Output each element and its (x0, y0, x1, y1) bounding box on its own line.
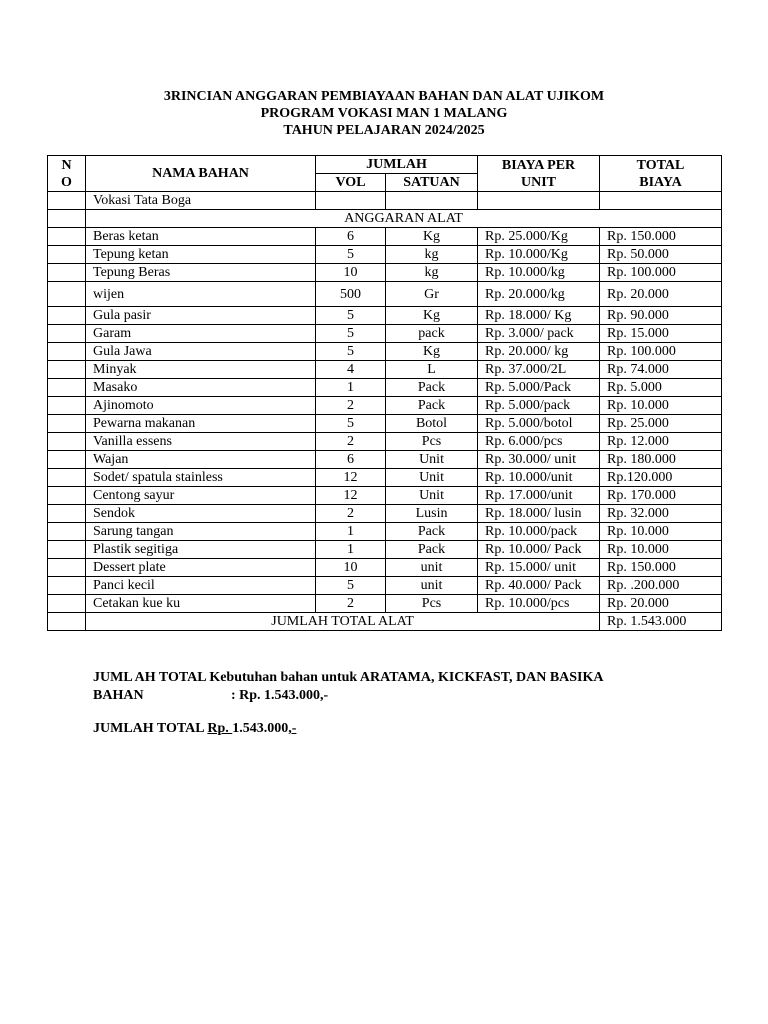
item-satuan: pack (386, 325, 478, 343)
item-total: Rp. 10.000 (600, 397, 722, 415)
row-no-cell (48, 505, 86, 523)
header-no-line-1: N (61, 157, 72, 173)
row-no-cell (48, 282, 86, 307)
item-total: Rp. .200.000 (600, 577, 722, 595)
item-name: Pewarna makanan (86, 415, 316, 433)
item-name: Tepung Beras (86, 264, 316, 282)
table-row (48, 469, 722, 487)
summary-bahan-value: : Rp. 1.543.000,- (231, 688, 329, 703)
item-satuan: unit (386, 577, 478, 595)
header-jumlah: JUMLAH (316, 156, 478, 174)
budget-table (47, 155, 722, 631)
item-satuan: kg (386, 264, 478, 282)
item-biaya-unit: Rp. 18.000/ Kg (478, 307, 600, 325)
item-vol: 5 (316, 246, 386, 264)
table-row (48, 282, 722, 307)
table-row (48, 264, 722, 282)
item-total: Rp.120.000 (600, 469, 722, 487)
item-name: Vanilla essens (86, 433, 316, 451)
table-row (48, 379, 722, 397)
item-satuan: Kg (386, 228, 478, 246)
row-no-cell (48, 307, 86, 325)
row-no-cell (48, 415, 86, 433)
item-biaya-unit: Rp. 5.000/Pack (478, 379, 600, 397)
header-vol: VOL (316, 174, 386, 192)
item-biaya-unit: Rp. 17.000/unit (478, 487, 600, 505)
summary-total-label: JUMLAH TOTAL (93, 721, 208, 736)
item-total: Rp. 100.000 (600, 343, 722, 361)
item-satuan: Kg (386, 307, 478, 325)
item-satuan: Pack (386, 397, 478, 415)
total-row (48, 613, 722, 631)
item-name: Sodet/ spatula stainless (86, 469, 316, 487)
item-vol: 5 (316, 415, 386, 433)
item-name: wijen (86, 282, 316, 307)
item-satuan: Unit (386, 469, 478, 487)
item-biaya-unit: Rp. 10.000/unit (478, 469, 600, 487)
row-no-cell (48, 523, 86, 541)
summary-kebutuhan: Kebutuhan bahan untuk ARATAMA, KICKFAST, DAN BASIKA (209, 670, 604, 685)
item-satuan: Botol (386, 415, 478, 433)
row-no-cell (48, 541, 86, 559)
subsection-label: ANGGARAN ALAT (86, 210, 722, 228)
title-line-1: 3RINCIAN ANGGARAN PEMBIAYAAN BAHAN DAN ALAT UJIKOM (163, 89, 605, 104)
table-row (48, 361, 722, 379)
item-total: Rp. 180.000 (600, 451, 722, 469)
item-satuan: kg (386, 246, 478, 264)
item-vol: 5 (316, 343, 386, 361)
table-row (48, 523, 722, 541)
table-row (48, 246, 722, 264)
item-biaya-unit: Rp. 15.000/ unit (478, 559, 600, 577)
item-biaya-unit: Rp. 5.000/pack (478, 397, 600, 415)
item-vol: 2 (316, 595, 386, 613)
header-total-biaya (600, 156, 722, 192)
item-satuan: Pcs (386, 433, 478, 451)
item-total: Rp. 74.000 (600, 361, 722, 379)
item-vol: 5 (316, 325, 386, 343)
item-biaya-unit: Rp. 30.000/ unit (478, 451, 600, 469)
table-row (48, 451, 722, 469)
item-total: Rp. 25.000 (600, 415, 722, 433)
item-biaya-unit: Rp. 37.000/2L (478, 361, 600, 379)
table-row (48, 397, 722, 415)
row-no-cell (48, 433, 86, 451)
row-no-cell (48, 451, 86, 469)
summary-total-suffix: ,- (288, 721, 297, 736)
item-name: Minyak (86, 361, 316, 379)
row-no-cell (48, 559, 86, 577)
item-name: Cetakan kue ku (86, 595, 316, 613)
item-satuan: Pack (386, 379, 478, 397)
row-no-cell (48, 361, 86, 379)
item-total: Rp. 10.000 (600, 541, 722, 559)
item-vol: 10 (316, 264, 386, 282)
item-name: Plastik segitiga (86, 541, 316, 559)
item-total: Rp. 50.000 (600, 246, 722, 264)
table-row (48, 343, 722, 361)
table-row (48, 415, 722, 433)
table-row (48, 433, 722, 451)
header-total-line-2: BIAYA (639, 174, 682, 190)
subsection-row (48, 210, 722, 228)
item-biaya-unit: Rp. 10.000/ Pack (478, 541, 600, 559)
summary-line-2 (93, 687, 328, 705)
item-satuan: Lusin (386, 505, 478, 523)
table-row (48, 505, 722, 523)
item-total: Rp. 20.000 (600, 282, 722, 307)
item-total: Rp. 12.000 (600, 433, 722, 451)
table-row (48, 228, 722, 246)
item-biaya-unit: Rp. 40.000/ Pack (478, 577, 600, 595)
title-line-3: TAHUN PELAJARAN 2024/2025 (283, 123, 485, 138)
item-name: Gula pasir (86, 307, 316, 325)
header-biaya-line-2: UNIT (521, 174, 557, 190)
item-vol: 12 (316, 487, 386, 505)
row-no-cell (48, 228, 86, 246)
item-total: Rp. 170.000 (600, 487, 722, 505)
row-no-cell (48, 397, 86, 415)
item-biaya-unit: Rp. 10.000/Kg (478, 246, 600, 264)
title-line-2: PROGRAM VOKASI MAN 1 MALANG (260, 106, 508, 121)
item-vol: 10 (316, 559, 386, 577)
item-satuan: unit (386, 559, 478, 577)
item-total: Rp. 15.000 (600, 325, 722, 343)
item-vol: 500 (316, 282, 386, 307)
item-vol: 5 (316, 577, 386, 595)
header-no (48, 156, 86, 192)
table-row (48, 559, 722, 577)
item-biaya-unit: Rp. 10.000/kg (478, 264, 600, 282)
table-row (48, 325, 722, 343)
item-name: Tepung ketan (86, 246, 316, 264)
summary-line-1 (93, 669, 604, 687)
row-no-cell (48, 487, 86, 505)
total-value: Rp. 1.543.000 (600, 613, 722, 631)
item-vol: 1 (316, 523, 386, 541)
item-vol: 4 (316, 361, 386, 379)
item-total: Rp. 100.000 (600, 264, 722, 282)
header-no-line-2: O (61, 174, 72, 190)
table-row (48, 307, 722, 325)
item-total: Rp. 90.000 (600, 307, 722, 325)
item-name: Centong sayur (86, 487, 316, 505)
header-total-line-1: TOTAL (636, 157, 685, 173)
item-satuan: Pcs (386, 595, 478, 613)
section-row (48, 192, 722, 210)
item-vol: 5 (316, 307, 386, 325)
summary-total-rp: Rp. (207, 721, 233, 736)
item-satuan: Gr (386, 282, 478, 307)
row-no-cell (48, 595, 86, 613)
header-biaya-line-1: BIAYA PER (501, 157, 576, 173)
item-satuan: Unit (386, 487, 478, 505)
table-row (48, 577, 722, 595)
row-no-cell (48, 325, 86, 343)
item-vol: 6 (316, 451, 386, 469)
section-label: Vokasi Tata Boga (86, 192, 316, 210)
item-vol: 2 (316, 505, 386, 523)
row-no-cell (48, 469, 86, 487)
document-title (0, 88, 768, 139)
item-biaya-unit: Rp. 25.000/Kg (478, 228, 600, 246)
row-no-cell (48, 246, 86, 264)
item-name: Sarung tangan (86, 523, 316, 541)
item-total: Rp. 150.000 (600, 228, 722, 246)
item-satuan: Pack (386, 541, 478, 559)
summary-total-amount: 1.543.000 (232, 721, 289, 736)
item-total: Rp. 150.000 (600, 559, 722, 577)
item-biaya-unit: Rp. 10.000/pack (478, 523, 600, 541)
item-name: Sendok (86, 505, 316, 523)
item-biaya-unit: Rp. 20.000/ kg (478, 343, 600, 361)
table-row (48, 487, 722, 505)
item-vol: 1 (316, 541, 386, 559)
item-name: Garam (86, 325, 316, 343)
item-vol: 1 (316, 379, 386, 397)
header-satuan: SATUAN (386, 174, 478, 192)
header-biaya-per-unit (478, 156, 600, 192)
table-row (48, 595, 722, 613)
item-biaya-unit: Rp. 18.000/ lusin (478, 505, 600, 523)
item-biaya-unit: Rp. 5.000/botol (478, 415, 600, 433)
item-biaya-unit: Rp. 6.000/pcs (478, 433, 600, 451)
item-satuan: Pack (386, 523, 478, 541)
item-total: Rp. 20.000 (600, 595, 722, 613)
item-name: Masako (86, 379, 316, 397)
row-no-cell (48, 577, 86, 595)
item-name: Dessert plate (86, 559, 316, 577)
item-name: Ajinomoto (86, 397, 316, 415)
item-biaya-unit: Rp. 3.000/ pack (478, 325, 600, 343)
summary-jumlah-total: JUML AH TOTAL (93, 670, 210, 685)
item-satuan: Kg (386, 343, 478, 361)
item-total: Rp. 5.000 (600, 379, 722, 397)
item-name: Wajan (86, 451, 316, 469)
item-name: Panci kecil (86, 577, 316, 595)
item-satuan: Unit (386, 451, 478, 469)
header-nama-bahan: NAMA BAHAN (86, 156, 316, 192)
item-biaya-unit: Rp. 10.000/pcs (478, 595, 600, 613)
item-vol: 6 (316, 228, 386, 246)
summary-bahan-label: BAHAN (93, 688, 144, 703)
table-row (48, 541, 722, 559)
item-name: Gula Jawa (86, 343, 316, 361)
item-vol: 2 (316, 433, 386, 451)
row-no-cell (48, 343, 86, 361)
item-biaya-unit: Rp. 20.000/kg (478, 282, 600, 307)
item-total: Rp. 32.000 (600, 505, 722, 523)
summary-line-3 (93, 720, 296, 738)
item-total: Rp. 10.000 (600, 523, 722, 541)
item-name: Beras ketan (86, 228, 316, 246)
row-no-cell (48, 264, 86, 282)
item-satuan: L (386, 361, 478, 379)
total-label: JUMLAH TOTAL ALAT (86, 613, 600, 631)
item-vol: 2 (316, 397, 386, 415)
item-vol: 12 (316, 469, 386, 487)
row-no-cell (48, 379, 86, 397)
